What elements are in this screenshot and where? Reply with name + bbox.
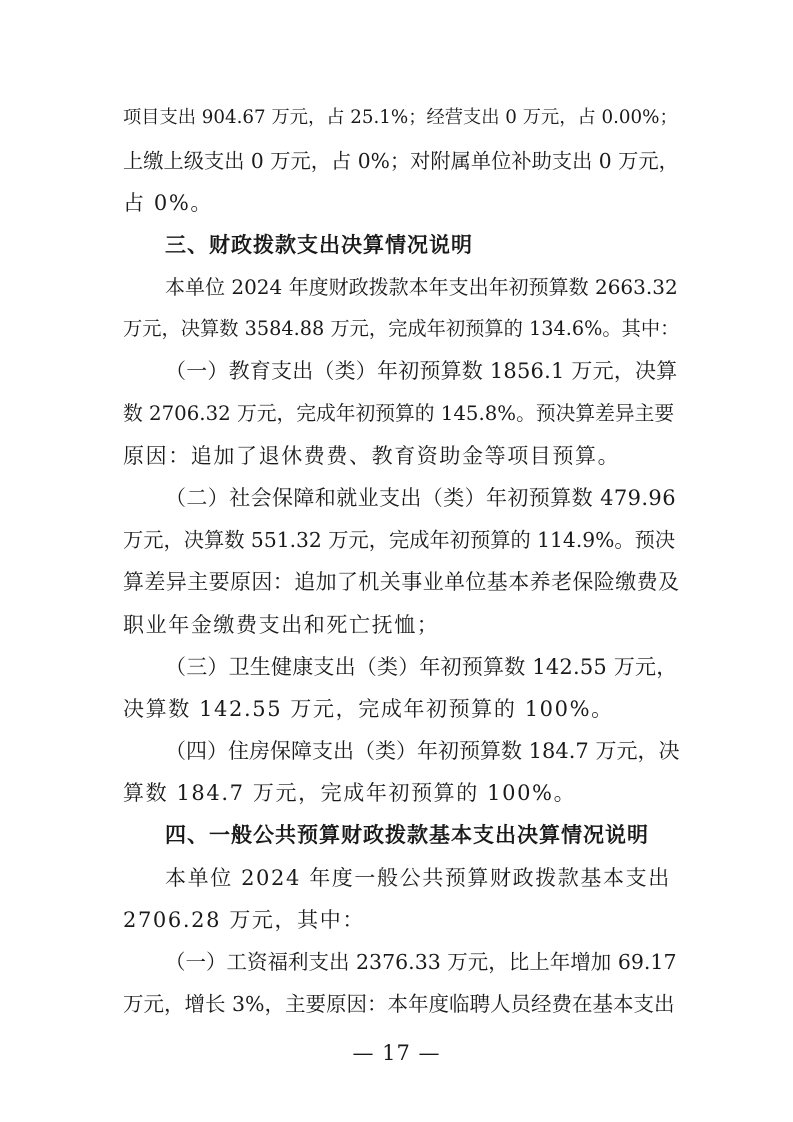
body-line: 万元，增长 3%，主要原因：本年度临聘人员经费在基本支出 (123, 992, 675, 1016)
body-line: 算差异主要原因：追加了机关事业单位基本养老保险缴费及 (123, 570, 680, 594)
body-line: 原因：追加了退休费费、教育资助金等项目预算。 (123, 444, 621, 468)
section-heading: 三、财政拨款支出决算情况说明 (165, 233, 473, 257)
body-line: 数 2706.32 万元，完成年初预算的 145.8%。预决算差异主要 (123, 402, 675, 425)
body-line: 决算数 142.55 万元，完成年初预算的 100%。 (123, 697, 614, 721)
body-line: （四）住房保障支出（类）年初预算数 184.7 万元，决 (165, 739, 680, 763)
body-line: 项目支出 904.67 万元，占 25.1%；经营支出 0 万元，占 0.00%； (123, 107, 678, 128)
page-number: — 17 — (352, 1041, 441, 1065)
body-line: （一）教育支出（类）年初预算数 1856.1 万元，决算 (165, 359, 678, 383)
body-line: 占 0%。 (123, 191, 213, 215)
section-heading: 四、一般公共预算财政拨款基本支出决算情况说明 (165, 823, 649, 847)
body-line: 万元，决算数 3584.88 万元，完成年初预算的 134.6%。其中： (123, 317, 680, 340)
body-line: 职业年金缴费支出和死亡抚恤； (123, 613, 440, 637)
body-line: 万元，决算数 551.32 万元，完成年初预算的 114.9%。预决 (123, 528, 676, 552)
body-line: 本单位 2024 年度一般公共预算财政拨款基本支出 (165, 866, 671, 890)
body-line: （二）社会保障和就业支出（类）年初预算数 479.96 (165, 486, 676, 510)
body-line: 2706.28 万元，其中： (123, 908, 365, 932)
body-line: （一）工资福利支出 2376.33 万元，比上年增加 69.17 (165, 950, 677, 974)
body-line: 上缴上级支出 0 万元，占 0%；对附属单位补助支出 0 万元， (123, 149, 679, 173)
body-line: 本单位 2024 年度财政拨款本年支出年初预算数 2663.32 (165, 275, 678, 299)
body-line: （三）卫生健康支出（类）年初预算数 142.55 万元， (165, 655, 678, 679)
body-line: 算数 184.7 万元，完成年初预算的 100%。 (123, 781, 577, 805)
